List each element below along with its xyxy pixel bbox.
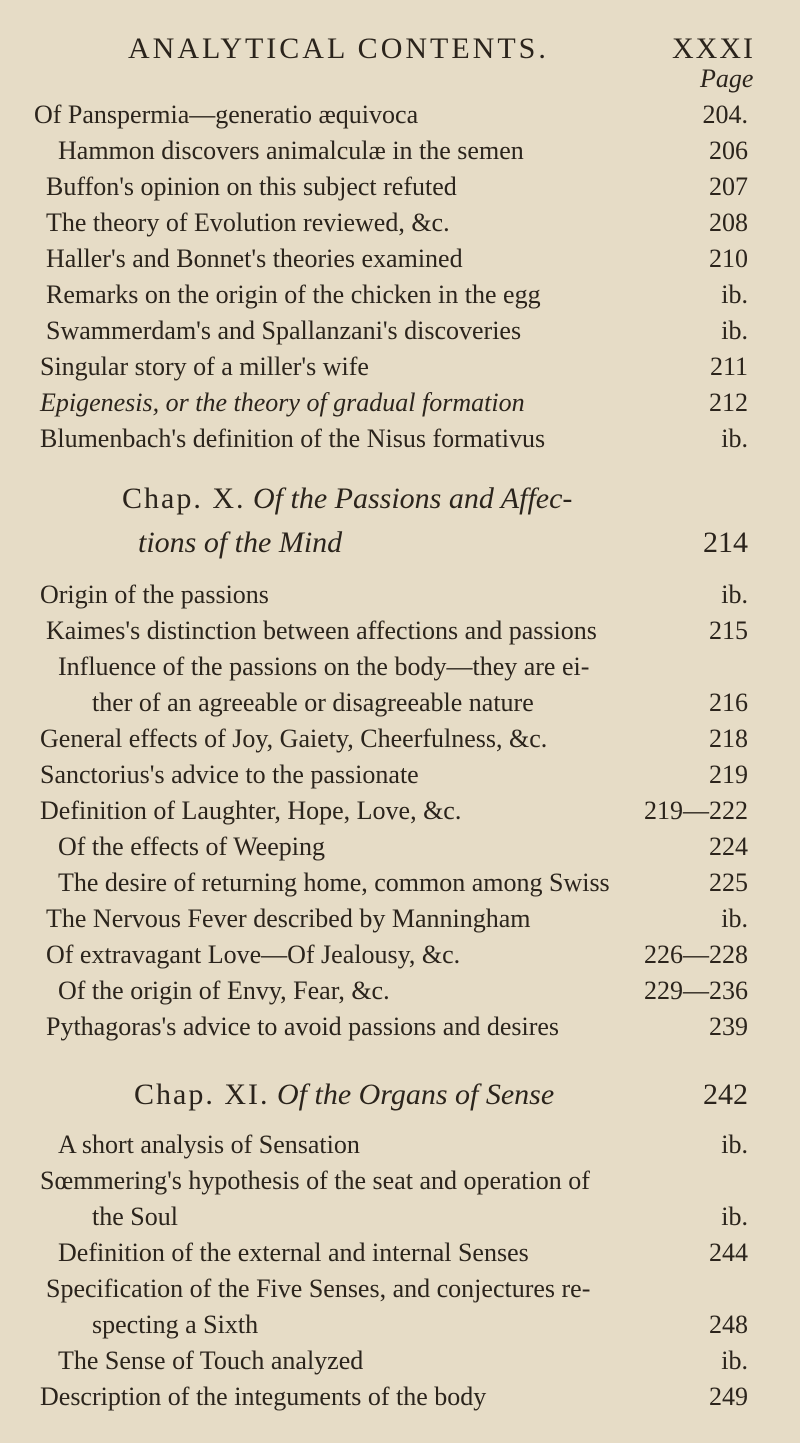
entry-page: 211 xyxy=(709,352,748,381)
entry-page: 206 xyxy=(709,136,748,165)
entry-page: ib. xyxy=(721,1202,748,1231)
entry-text: Pythagoras's advice to avoid passions and desires xyxy=(46,1012,560,1041)
contents-entry xyxy=(0,280,800,314)
contents-entry xyxy=(0,940,800,974)
contents-entry xyxy=(0,1012,800,1046)
entry-page: 248 xyxy=(709,1310,748,1339)
entry-text: Haller's and Bonnet's theories examined xyxy=(46,244,463,273)
entry-text: The Nervous Fever described by Manningham xyxy=(46,904,531,933)
entry-text: Of extravagant Love—Of Jealousy, &c. xyxy=(46,940,461,969)
entry-page: ib. xyxy=(721,1130,748,1159)
contents-entry xyxy=(0,1346,800,1380)
entry-page: 210 xyxy=(709,244,748,273)
entry-page: 215 xyxy=(709,616,748,645)
entry-page: ib. xyxy=(721,1346,748,1375)
entry-page: ib. xyxy=(721,316,748,345)
running-title: ANALYTICAL CONTENTS. xyxy=(128,32,549,65)
entry-page: 216 xyxy=(709,688,748,717)
contents-entry xyxy=(0,796,800,830)
page-column-label: Page xyxy=(700,64,754,93)
entry-text: The theory of Evolution reviewed, &c. xyxy=(46,208,450,237)
entry-page: 239 xyxy=(709,1012,748,1041)
entry-text: Influence of the passions on the body—they are ei- xyxy=(58,652,590,681)
contents-entry xyxy=(0,832,800,866)
chapter-title: Of the Organs of Sense xyxy=(276,1078,555,1111)
contents-entry xyxy=(0,172,800,206)
contents-entry xyxy=(0,580,800,614)
entry-text: Blumenbach's definition of the Nisus formativus xyxy=(40,424,546,453)
entry-text: Buffon's opinion on this subject refuted xyxy=(46,172,457,201)
entry-text: Description of the integuments of the body xyxy=(40,1382,487,1411)
entry-page: 207 xyxy=(709,172,748,201)
contents-entry xyxy=(0,1202,800,1236)
chapter-label: Chap. X. xyxy=(122,482,246,515)
entry-page: 226—228 xyxy=(644,940,748,969)
entry-page: 224 xyxy=(709,832,748,861)
entry-page: 218 xyxy=(709,724,748,753)
contents-entry xyxy=(0,1274,800,1308)
entry-text: Singular story of a miller's wife xyxy=(40,352,369,381)
contents-entry xyxy=(0,388,800,422)
entry-page: 219—222 xyxy=(644,796,748,825)
chapter-title: Of the Passions and Affec- xyxy=(253,482,573,515)
entry-text: Of the effects of Weeping xyxy=(58,832,325,861)
page-number: XXXI xyxy=(672,32,755,65)
contents-entry xyxy=(0,1382,800,1416)
chapter-heading xyxy=(0,482,800,522)
entry-text: Of the origin of Envy, Fear, &c. xyxy=(58,976,390,1005)
contents-entry xyxy=(0,1130,800,1164)
contents-entry xyxy=(0,976,800,1010)
chapter-heading-continued xyxy=(0,526,800,566)
entry-text: Remarks on the origin of the chicken in the egg xyxy=(46,280,541,309)
chapter-page: 242 xyxy=(703,1078,748,1111)
entry-page: 244 xyxy=(709,1238,748,1267)
entry-page: ib. xyxy=(721,280,748,309)
entry-page: ib. xyxy=(721,424,748,453)
entry-text: Sanctorius's advice to the passionate xyxy=(40,760,419,789)
entry-text: ther of an agreeable or disagreeable nature xyxy=(92,688,534,717)
entry-page: 208 xyxy=(709,208,748,237)
entry-page: 219 xyxy=(709,760,748,789)
entry-text: Swammerdam's and Spallanzani's discoveries xyxy=(46,316,522,345)
entry-page: 225 xyxy=(709,868,748,897)
contents-entry xyxy=(0,136,800,170)
entry-text: Definition of the external and internal Senses xyxy=(58,1238,529,1267)
chapter-title-continued: tions of the Mind xyxy=(138,526,343,559)
contents-entry xyxy=(0,1310,800,1344)
contents-entry xyxy=(0,208,800,242)
entry-text: Epigenesis, or the theory of gradual formation xyxy=(40,388,525,417)
entry-text: Specification of the Five Senses, and conjectures re- xyxy=(46,1274,591,1303)
entry-page: ib. xyxy=(721,580,748,609)
entry-text: the Soul xyxy=(92,1202,178,1231)
contents-entry xyxy=(0,652,800,686)
contents-entry xyxy=(0,616,800,650)
contents-entry xyxy=(0,316,800,350)
entry-text: The Sense of Touch analyzed xyxy=(58,1346,364,1375)
contents-entry xyxy=(0,904,800,938)
contents-entry xyxy=(0,1238,800,1272)
entry-text: A short analysis of Sensation xyxy=(58,1130,360,1159)
entry-text: specting a Sixth xyxy=(92,1310,259,1339)
chapter-label: Chap. XI. xyxy=(134,1078,270,1111)
contents-entry xyxy=(0,424,800,458)
entry-page: 249 xyxy=(709,1382,748,1411)
entry-text: General effects of Joy, Gaiety, Cheerfulness, &c. xyxy=(40,724,548,753)
contents-entry xyxy=(0,352,800,386)
contents-entry xyxy=(0,868,800,902)
entry-page: ib. xyxy=(721,904,748,933)
entry-text: Kaimes's distinction between affections and passions xyxy=(46,616,597,645)
entry-text: Hammon discovers animalculæ in the semen xyxy=(58,136,524,165)
entry-text: Origin of the passions xyxy=(40,580,269,609)
contents-entry xyxy=(0,244,800,278)
contents-entry xyxy=(0,1166,800,1200)
contents-entry xyxy=(0,100,800,134)
entry-page: 212 xyxy=(709,388,748,417)
chapter-page: 214 xyxy=(703,526,748,559)
contents-entry xyxy=(0,724,800,758)
entry-text: Sœmmering's hypothesis of the seat and operation of xyxy=(40,1166,590,1195)
entry-page: 229—236 xyxy=(644,976,748,1005)
page-header xyxy=(0,22,800,65)
entry-text: The desire of returning home, common among Swiss xyxy=(58,868,610,897)
entry-page: 204. xyxy=(702,100,748,129)
entry-text: Definition of Laughter, Hope, Love, &c. xyxy=(40,796,462,825)
chapter-heading xyxy=(0,1078,800,1118)
contents-entry xyxy=(0,760,800,794)
entry-text: Of Panspermia—generatio æquivoca xyxy=(34,100,419,129)
contents-entry xyxy=(0,688,800,722)
